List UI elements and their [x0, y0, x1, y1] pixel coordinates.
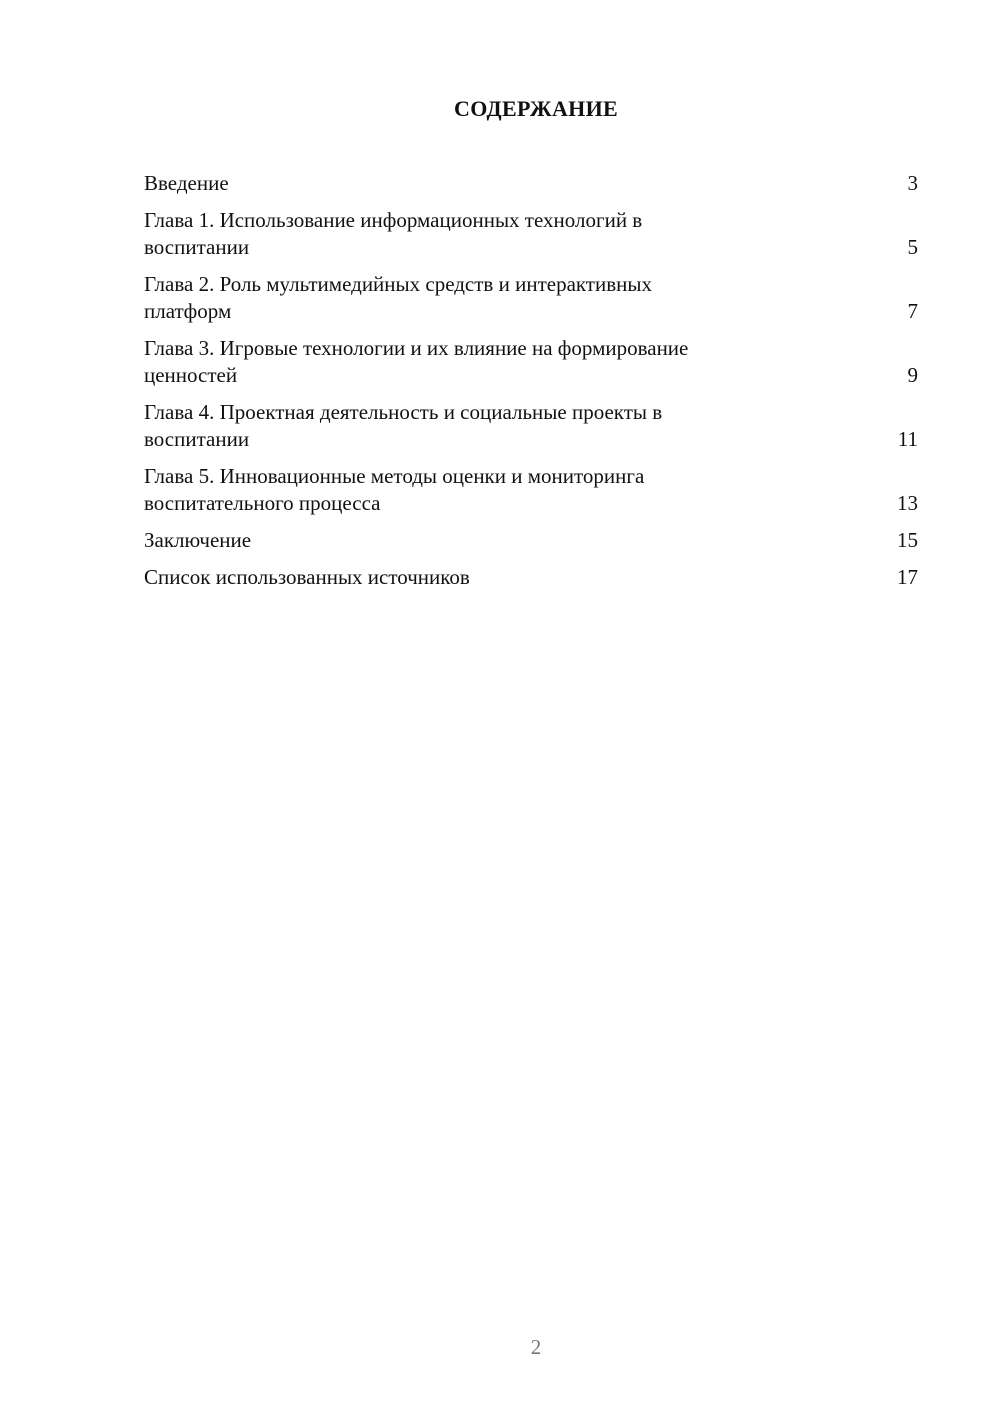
toc-entry-title: [144, 271, 804, 325]
toc-entry-page: 17: [897, 565, 918, 589]
toc-entry-line: Глава 4. Проектная деятельность и социальные проекты в: [144, 400, 663, 424]
toc-entry-line: Глава 3. Игровые технологии и их влияние на формирование: [144, 336, 689, 360]
toc-entry-references[interactable]: [144, 564, 920, 591]
toc-entry-page: 13: [897, 491, 918, 515]
toc-entry-title: [144, 399, 804, 453]
toc-entry-title: [144, 170, 229, 197]
toc-entry-chapter-2[interactable]: [144, 271, 920, 325]
toc-entry-chapter-3[interactable]: [144, 335, 920, 389]
page-number: 2: [530, 1335, 542, 1359]
toc-entry-line: воспитании: [144, 427, 250, 451]
toc-entry-line: Введение: [144, 171, 229, 195]
toc-entry-line: воспитании: [144, 235, 250, 259]
toc-entry-page: 7: [907, 299, 918, 323]
toc-entry-title: [144, 335, 804, 389]
toc-entry-title: [144, 527, 251, 554]
toc-entry-line: Список использованных источников: [144, 565, 470, 589]
toc-title: СОДЕРЖАНИЕ: [454, 96, 618, 121]
toc-entry-line: Глава 5. Инновационные методы оценки и мониторинга: [144, 464, 645, 488]
toc-entry-line: Заключение: [144, 528, 252, 552]
toc-entry-page: 9: [907, 363, 918, 387]
toc-entry-conclusion[interactable]: [144, 527, 920, 554]
toc-entry-page: 5: [907, 235, 918, 259]
toc-entry-line: Глава 1. Использование информационных технологий в: [144, 208, 643, 232]
toc-entry-title: [144, 564, 470, 591]
toc-entry-chapter-5[interactable]: [144, 463, 920, 517]
toc-entry-title: [144, 207, 804, 261]
toc-entry-line: платформ: [144, 299, 232, 323]
toc-entry-chapter-1[interactable]: [144, 207, 920, 261]
toc-entry-introduction[interactable]: [144, 170, 920, 197]
toc-entry-page: 11: [897, 427, 918, 451]
table-of-contents: [144, 170, 920, 601]
toc-entry-chapter-4[interactable]: [144, 399, 920, 453]
toc-entry-page: 3: [907, 171, 918, 195]
toc-entry-line: Глава 2. Роль мультимедийных средств и интерактивных: [144, 272, 652, 296]
toc-entry-line: воспитательного процесса: [144, 491, 381, 515]
toc-entry-line: ценностей: [144, 363, 238, 387]
toc-entry-title: [144, 463, 804, 517]
toc-entry-page: 15: [897, 528, 918, 552]
